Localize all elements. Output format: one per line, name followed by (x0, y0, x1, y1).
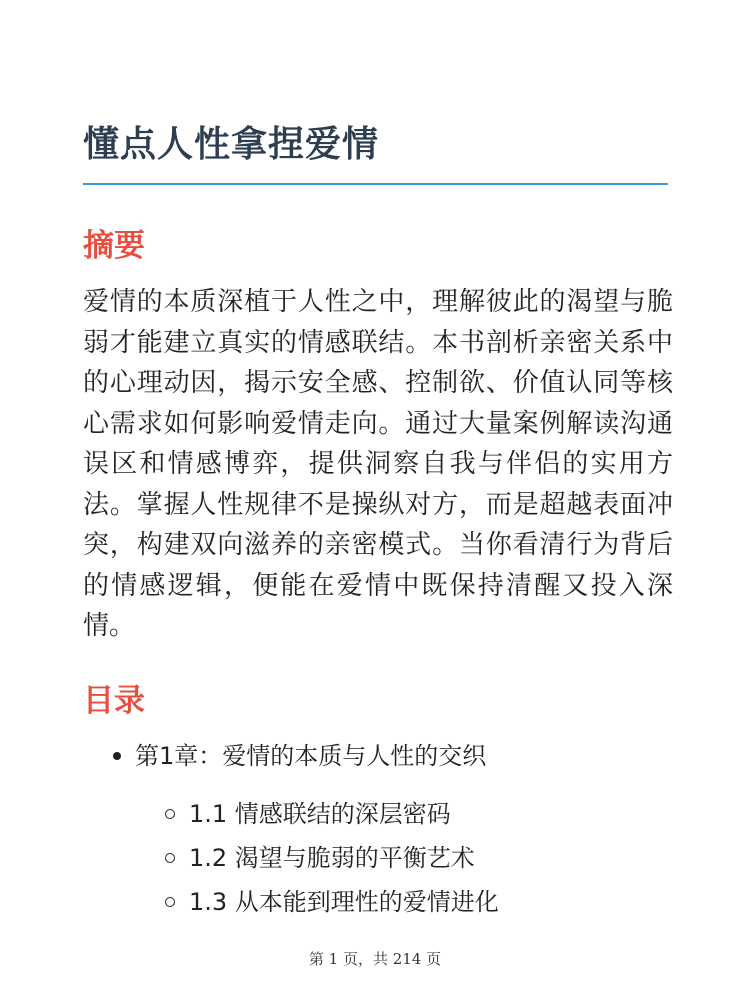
hollow-bullet-icon (165, 897, 175, 907)
page-number-footer: 第 1 页，共 214 页 (308, 950, 442, 968)
toc-section-label: 1.3 从本能到理性的爱情进化 (189, 888, 499, 916)
toc-heading: 目录 (83, 683, 145, 719)
summary-heading: 摘要 (83, 228, 145, 264)
book-title: 懂点人性拿捏爱情 (83, 124, 380, 165)
toc-chapter-item (135, 736, 486, 776)
toc-section-label: 1.1 情感联结的深层密码 (189, 800, 451, 828)
toc-section-item (189, 794, 451, 834)
title-divider (83, 183, 668, 185)
toc-section-label: 1.2 渴望与脆弱的平衡艺术 (189, 844, 475, 872)
hollow-bullet-icon (165, 809, 175, 819)
summary-text: 爱情的本质深植于人性之中，理解彼此的渴望与脆弱才能建立真实的情感联结。本书剖析亲密关系中的心理动因，揭示安全感、控制欲、价值认同等核心需求如何影响爱情走向。通过大量案例解读沟通误区和情感博弈，提供洞察自我与伴侣的实用方法。掌握人性规律不是操纵对方，而是超越表面冲突，构建双向滋养的亲密模式。当你看清行为背后的情感逻辑，便能在爱情中既保持清醒又投入深情。 (83, 287, 673, 641)
hollow-bullet-icon (165, 853, 175, 863)
filled-bullet-icon (113, 752, 121, 760)
toc-section-item (189, 838, 475, 878)
toc-chapter-label: 第1章：爱情的本质与人性的交织 (135, 742, 487, 770)
toc-section-item (189, 882, 499, 922)
